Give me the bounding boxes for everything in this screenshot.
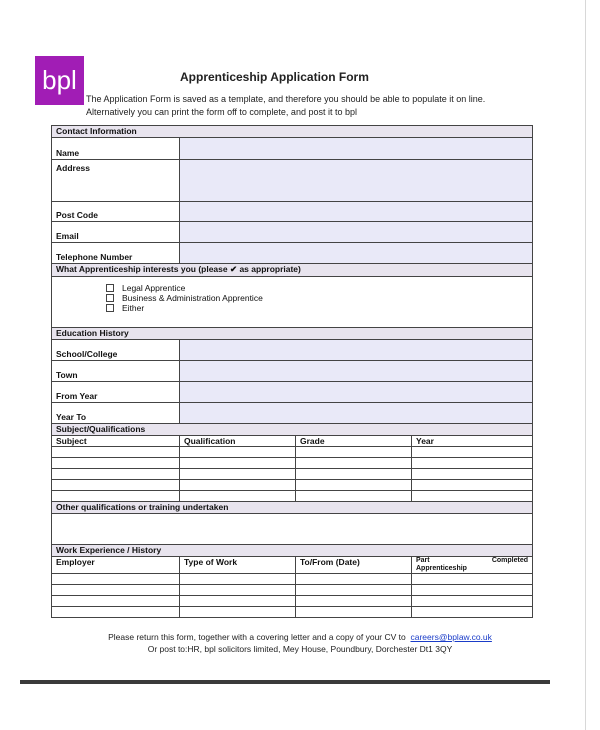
footer: [0, 631, 600, 655]
subject-cell[interactable]: [52, 491, 180, 502]
year-cell[interactable]: [412, 447, 533, 458]
grade-col-header: Grade: [296, 436, 412, 447]
option-either[interactable]: [106, 303, 528, 313]
school-label: School/College: [52, 340, 180, 361]
form-title: Apprenticeship Application Form: [180, 70, 369, 84]
qualification-cell[interactable]: [180, 491, 296, 502]
other-qualifications-header: Other qualifications or training undertaken: [52, 502, 533, 514]
subject-cell[interactable]: [52, 469, 180, 480]
page-edge: [585, 0, 586, 730]
part-completed-cell[interactable]: [412, 585, 533, 596]
employer-col-header: Employer: [52, 557, 180, 574]
qualification-col-header: Qualification: [180, 436, 296, 447]
to-from-cell[interactable]: [296, 607, 412, 618]
qualification-cell[interactable]: [180, 480, 296, 491]
checkbox-either[interactable]: [106, 304, 114, 312]
table-row: [52, 480, 533, 491]
grade-cell[interactable]: [296, 480, 412, 491]
grade-cell[interactable]: [296, 458, 412, 469]
employer-cell[interactable]: [52, 585, 180, 596]
from-year-label: From Year: [52, 382, 180, 403]
contact-section-header: Contact Information: [52, 126, 533, 138]
option-business-admin[interactable]: [106, 293, 528, 303]
school-field[interactable]: [180, 340, 533, 361]
from-year-field[interactable]: [180, 382, 533, 403]
part-completed-col-header: [412, 557, 533, 574]
telephone-field[interactable]: [180, 243, 533, 264]
postcode-label: Post Code: [52, 202, 180, 222]
table-row: [52, 574, 533, 585]
footer-return-text: Please return this form, together with a covering letter and a copy of your CV to: [108, 632, 406, 642]
qualification-cell[interactable]: [180, 447, 296, 458]
table-row: [52, 607, 533, 618]
employer-cell[interactable]: [52, 607, 180, 618]
town-field[interactable]: [180, 361, 533, 382]
work-experience-header: Work Experience / History: [52, 545, 533, 557]
year-col-header: Year: [412, 436, 533, 447]
address-label: Address: [52, 160, 180, 202]
year-cell[interactable]: [412, 469, 533, 480]
email-label: Email: [52, 222, 180, 243]
year-cell[interactable]: [412, 480, 533, 491]
to-from-cell[interactable]: [296, 596, 412, 607]
option-legal[interactable]: [106, 283, 528, 293]
to-from-col-header: To/From (Date): [296, 557, 412, 574]
bpl-logo: bpl: [35, 56, 84, 105]
to-from-cell[interactable]: [296, 574, 412, 585]
to-from-cell[interactable]: [296, 585, 412, 596]
part-completed-cell[interactable]: [412, 596, 533, 607]
footer-return-line: [0, 631, 600, 643]
year-cell[interactable]: [412, 458, 533, 469]
town-label: Town: [52, 361, 180, 382]
grade-cell[interactable]: [296, 469, 412, 480]
subject-cell[interactable]: [52, 480, 180, 491]
year-to-label: Year To: [52, 403, 180, 424]
option-business-admin-label: Business & Administration Apprentice: [122, 293, 263, 303]
subjects-section-header: Subject/Qualifications: [52, 424, 533, 436]
address-field[interactable]: [180, 160, 533, 202]
grade-cell[interactable]: [296, 491, 412, 502]
type-of-work-cell[interactable]: [180, 585, 296, 596]
employer-cell[interactable]: [52, 596, 180, 607]
intro-text: The Application Form is saved as a template, and therefore you should be able to populate it on line. Alternatively you can print the form off to complete, and post it to bpl: [86, 94, 486, 117]
footer-post-line: Or post to:HR, bpl solicitors limited, Mey House, Poundbury, Dorchester Dt1 3QY: [147, 644, 453, 654]
interests-options: [52, 277, 533, 328]
employer-cell[interactable]: [52, 574, 180, 585]
part-completed-cell[interactable]: [412, 574, 533, 585]
part-label: Part: [416, 557, 430, 564]
qualification-cell[interactable]: [180, 458, 296, 469]
subject-cell[interactable]: [52, 447, 180, 458]
careers-email-link[interactable]: careers@bplaw.co.uk: [410, 632, 492, 642]
name-field[interactable]: [180, 138, 533, 160]
apprenticeship-label: Apprenticeship: [416, 565, 467, 572]
email-field[interactable]: [180, 222, 533, 243]
grade-cell[interactable]: [296, 447, 412, 458]
year-to-field[interactable]: [180, 403, 533, 424]
education-section-header: Education History: [52, 328, 533, 340]
table-row: [52, 596, 533, 607]
checkbox-business-admin[interactable]: [106, 294, 114, 302]
type-of-work-cell[interactable]: [180, 574, 296, 585]
table-row: [52, 585, 533, 596]
other-qualifications-field[interactable]: [52, 514, 533, 545]
table-row: [52, 447, 533, 458]
part-completed-cell[interactable]: [412, 607, 533, 618]
checkbox-legal[interactable]: [106, 284, 114, 292]
application-form-table: [51, 125, 533, 618]
option-legal-label: Legal Apprentice: [122, 283, 186, 293]
postcode-field[interactable]: [180, 202, 533, 222]
completed-label: Completed: [491, 557, 528, 564]
telephone-label: Telephone Number: [52, 243, 180, 264]
type-of-work-cell[interactable]: [180, 607, 296, 618]
subject-col-header: Subject: [52, 436, 180, 447]
table-row: [52, 458, 533, 469]
option-either-label: Either: [122, 303, 145, 313]
year-cell[interactable]: [412, 491, 533, 502]
table-row: [52, 491, 533, 502]
subject-cell[interactable]: [52, 458, 180, 469]
bottom-divider: [20, 680, 550, 684]
table-row: [52, 469, 533, 480]
name-label: Name: [52, 138, 180, 160]
qualification-cell[interactable]: [180, 469, 296, 480]
interests-section-header: What Apprenticeship interests you (please ✔ as appropriate): [52, 264, 533, 277]
type-of-work-cell[interactable]: [180, 596, 296, 607]
type-of-work-col-header: Type of Work: [180, 557, 296, 574]
